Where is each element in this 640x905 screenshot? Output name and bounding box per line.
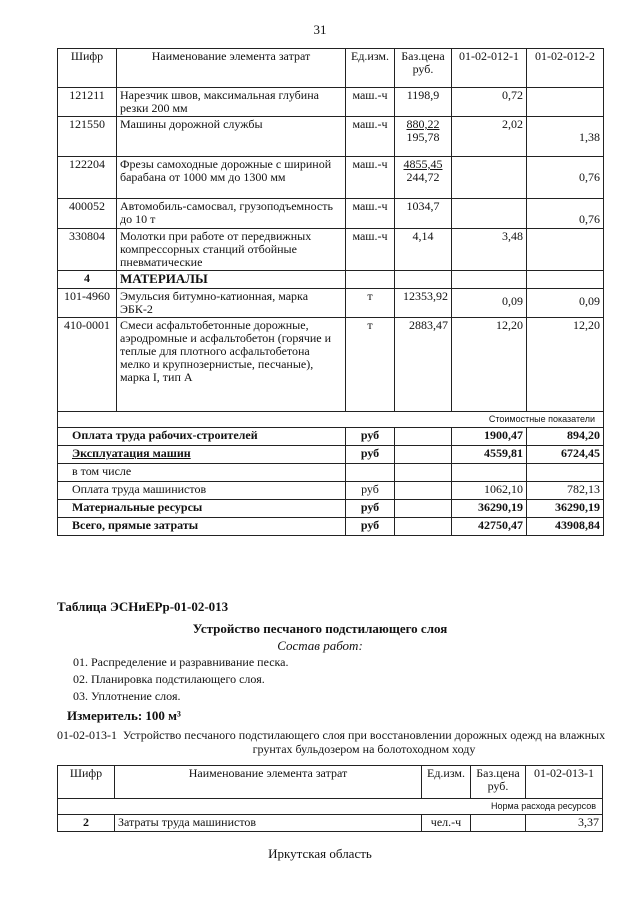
cell-rate-1: 2,02 xyxy=(452,117,527,157)
cell-code: 410-0001 xyxy=(58,318,117,412)
cost-unit: руб xyxy=(346,518,395,536)
norm-header: Норма расхода ресурсов xyxy=(58,799,603,815)
cost-name: Эксплуатация машин xyxy=(58,446,346,464)
cost-rate-1: 4559,81 xyxy=(452,446,527,464)
cost-rate-1: 1900,47 xyxy=(452,428,527,446)
resource-table-01-02-013 xyxy=(57,765,603,832)
cell-unit: маш.-ч xyxy=(346,88,395,117)
col-header-rate-1: 01-02-013-1 xyxy=(526,766,603,799)
cell-unit: т xyxy=(346,318,395,412)
cost-unit: руб xyxy=(346,482,395,500)
cost-unit xyxy=(346,464,395,482)
cost-rate-2: 782,13 xyxy=(527,482,604,500)
cost-rows xyxy=(58,428,604,536)
table-row xyxy=(58,157,604,199)
cost-row xyxy=(58,500,604,518)
cell-name: Нарезчик швов, максимальная глубина резки 200 мм xyxy=(117,88,346,117)
cost-name: Всего, прямые затраты xyxy=(58,518,346,536)
table-title: Устройство песчаного подстилающего слоя xyxy=(192,621,448,636)
cell-price xyxy=(395,117,452,157)
item-code: 01-02-013-1 xyxy=(57,728,117,742)
cost-row xyxy=(58,446,604,464)
col-header-rate-1: 01-02-012-1 xyxy=(452,49,527,88)
col-header-price: Баз.цена руб. xyxy=(395,49,452,88)
cell-unit: маш.-ч xyxy=(346,229,395,271)
cost-name: в том числе xyxy=(58,464,346,482)
cell-rate-1: 3,48 xyxy=(452,229,527,271)
cell-code: 122204 xyxy=(58,157,117,199)
cell-code: 400052 xyxy=(58,199,117,229)
cost-rate-1: 36290,19 xyxy=(452,500,527,518)
cell-rate-2: 0,76 xyxy=(527,157,604,199)
cell-rate-1 xyxy=(452,157,527,199)
cost-row xyxy=(58,482,604,500)
col-header-price: Баз.цена руб. xyxy=(471,766,526,799)
cell-price xyxy=(395,199,452,229)
cell-unit: маш.-ч xyxy=(346,117,395,157)
col-header-name: Наименование элемента затрат xyxy=(115,766,422,799)
price-value: 4,14 xyxy=(412,229,434,243)
cell-name: Фрезы самоходные дорожные с шириной барабана от 1000 мм до 1300 мм xyxy=(117,157,346,199)
cost-empty xyxy=(395,464,452,482)
resource-table-01-02-012 xyxy=(57,48,604,536)
work-step: 02. Планировка подстилающего слоя. xyxy=(73,672,265,686)
col-header-unit: Ед.изм. xyxy=(346,49,395,88)
item-description: Устройство песчаного подстилающего слоя при восстановлении дорожных одежд на влажных грунтах бульдозером на болотоходном ходу xyxy=(122,728,606,756)
cell-name: Машины дорожной службы xyxy=(117,117,346,157)
col-header-name: Наименование элемента затрат xyxy=(117,49,346,88)
cost-rate-2 xyxy=(527,464,604,482)
cell-rate-2: 0,09 xyxy=(527,289,604,318)
table-header-row xyxy=(58,49,604,88)
cost-unit: руб xyxy=(346,500,395,518)
cost-rate-1 xyxy=(452,464,527,482)
cost-rate-2: 43908,84 xyxy=(527,518,604,536)
cost-name: Оплата труда машинистов xyxy=(58,482,346,500)
cell-code: 101-4960 xyxy=(58,289,117,318)
cell-price: 2883,47 xyxy=(395,318,452,412)
cell-rate-2: 12,20 xyxy=(527,318,604,412)
work-step: 01. Распределение и разравнивание песка. xyxy=(73,655,289,669)
cost-name: Оплата труда рабочих-строителей xyxy=(58,428,346,446)
work-composition-label: Состав работ: xyxy=(277,638,363,653)
cost-empty xyxy=(395,428,452,446)
cell-rate-1: 12,20 xyxy=(452,318,527,412)
cost-empty xyxy=(395,518,452,536)
table-row xyxy=(58,815,603,832)
page-number: 31 xyxy=(313,22,327,37)
cell-price xyxy=(471,815,526,832)
cost-header-row xyxy=(58,412,604,428)
cell-unit: маш.-ч xyxy=(346,199,395,229)
cell-code: 330804 xyxy=(58,229,117,271)
cell-rate-1: 0,72 xyxy=(452,88,527,117)
cost-rate-2: 36290,19 xyxy=(527,500,604,518)
table-row xyxy=(58,199,604,229)
cost-rate-1: 42750,47 xyxy=(452,518,527,536)
col-header-code: Шифр xyxy=(58,766,115,799)
section-title: МАТЕРИАЛЫ xyxy=(117,271,346,289)
cost-row xyxy=(58,518,604,536)
col-header-code: Шифр xyxy=(58,49,117,88)
section-code: 4 xyxy=(58,271,117,289)
meter-label: Измеритель: 100 м³ xyxy=(67,708,181,723)
cost-unit: руб xyxy=(346,446,395,464)
section-row-materials xyxy=(58,271,604,289)
price-value: 880,22 xyxy=(406,117,440,131)
table-row xyxy=(58,318,604,412)
table-row xyxy=(58,289,604,318)
footer-region: Иркутская область xyxy=(268,846,372,861)
cell-name: Смеси асфальтобетонные дорожные, аэродромные и асфальтобетон (горячие и теплые для плотного асфальтобетона мелко и крупнозернистые, песчаные), марка I, тип А xyxy=(117,318,346,412)
machines-rows xyxy=(58,88,604,271)
cell-rate-2 xyxy=(527,88,604,117)
cell-name: Эмульсия битумно-катионная, марка ЭБК-2 xyxy=(117,289,346,318)
cost-rate-2: 894,20 xyxy=(527,428,604,446)
cost-row xyxy=(58,428,604,446)
materials-rows xyxy=(58,289,604,412)
cell-rate-1: 0,09 xyxy=(452,289,527,318)
cell-rate-1 xyxy=(452,199,527,229)
table-row xyxy=(58,229,604,271)
cell-code: 121550 xyxy=(58,117,117,157)
cost-name: Материальные ресурсы xyxy=(58,500,346,518)
norm-header-row xyxy=(58,799,603,815)
cell-rate-2 xyxy=(527,229,604,271)
cell-name: Затраты труда машинистов xyxy=(115,815,422,832)
price-value: 1198,9 xyxy=(406,88,440,102)
price-value: 4855,45 xyxy=(403,157,443,171)
cell-code: 121211 xyxy=(58,88,117,117)
table-name: Таблица ЭСНиЕРр-01-02-013 xyxy=(57,599,229,614)
cost-empty xyxy=(395,482,452,500)
cell-rate-2: 0,76 xyxy=(527,199,604,229)
cell-price xyxy=(395,229,452,271)
cell-rate-1: 3,37 xyxy=(526,815,603,832)
cell-unit: чел.-ч xyxy=(422,815,471,832)
cell-price xyxy=(395,157,452,199)
cost-empty xyxy=(395,500,452,518)
table-row xyxy=(58,117,604,157)
cost-rate-1: 1062,10 xyxy=(452,482,527,500)
col-header-rate-2: 01-02-012-2 xyxy=(527,49,604,88)
price-value-secondary: 244,72 xyxy=(406,170,440,184)
cell-name: Автомобиль-самосвал, грузоподъемность до 10 т xyxy=(117,199,346,229)
cost-header: Стоимостные показатели xyxy=(58,412,604,428)
cell-rate-2: 1,38 xyxy=(527,117,604,157)
labor-rows xyxy=(58,815,603,832)
cell-code: 2 xyxy=(58,815,115,832)
cell-price xyxy=(395,88,452,117)
cost-row xyxy=(58,464,604,482)
cost-empty xyxy=(395,446,452,464)
table-row xyxy=(58,88,604,117)
cell-name: Молотки при работе от передвижных компрессорных станций отбойные пневматические xyxy=(117,229,346,271)
cell-unit: маш.-ч xyxy=(346,157,395,199)
price-value-secondary: 195,78 xyxy=(406,130,440,144)
work-step: 03. Уплотнение слоя. xyxy=(73,689,181,703)
price-value: 1034,7 xyxy=(406,199,440,213)
cost-rate-2: 6724,45 xyxy=(527,446,604,464)
table-header-row xyxy=(58,766,603,799)
col-header-unit: Ед.изм. xyxy=(422,766,471,799)
cost-unit: руб xyxy=(346,428,395,446)
cell-unit: т xyxy=(346,289,395,318)
cell-price: 12353,92 xyxy=(395,289,452,318)
